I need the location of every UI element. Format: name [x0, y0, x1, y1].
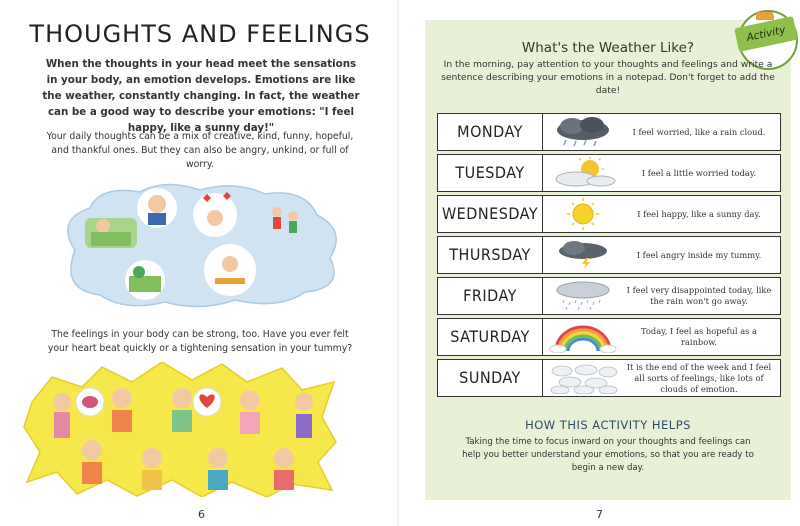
activity-badge-label: Activity — [734, 16, 798, 52]
table-row — [437, 359, 781, 397]
table-row — [437, 236, 781, 274]
drawing-girl — [204, 244, 256, 296]
day-label: THURSDAY — [438, 237, 543, 273]
feeling-note: I feel angry inside my tummy. — [636, 249, 762, 260]
intro-text: When the thoughts in your head meet the sensations in your body, an emotion develops. Emotions are like the weather, constantly changing. In fact, the weather can be a good way to describe your emotions: "I feel happy, like a sunny day!" — [42, 58, 360, 134]
boy-portrait — [137, 188, 177, 228]
feeling-note: It is the end of the week and I feel all sorts of feelings, like lots of clouds of emotion. — [626, 361, 772, 394]
many-clouds-icon — [546, 362, 620, 394]
feeling-note: I feel very disappointed today, like the rain won't go away. — [626, 285, 772, 306]
park-scene — [125, 260, 165, 300]
day-label: MONDAY — [438, 114, 543, 150]
sun-icon — [546, 198, 620, 230]
thought-cloud-illustration — [55, 180, 345, 310]
drizzle-icon — [546, 280, 620, 312]
table-row — [437, 195, 781, 233]
day-label: TUESDAY — [438, 155, 543, 191]
feeling-note: Today, I feel as hopeful as a rainbow. — [641, 326, 757, 347]
day-label: SATURDAY — [438, 319, 543, 355]
page-number-7: 7 — [596, 508, 603, 521]
helps-text: Taking the time to focus inward on your thoughts and feelings can help you better understand your emotions, so that you are ready to begin a new day. — [462, 437, 754, 473]
feeling-note: I feel happy, like a sunny day. — [637, 208, 761, 219]
table-row — [437, 277, 781, 315]
thoughts-paragraph: Your daily thoughts can be a mix of creative, kind, funny, hopeful, and thankful ones. But they can also be angry, unkind, or full of worry. — [46, 131, 354, 170]
rain-cloud-icon — [546, 116, 620, 148]
sun-behind-cloud-icon — [546, 157, 620, 189]
page-title: THOUGHTS AND FEELINGS — [29, 20, 371, 48]
table-row — [437, 154, 781, 192]
day-label: SUNDAY — [438, 360, 543, 396]
activity-title: What's the Weather Like? — [521, 40, 695, 56]
rainbow-icon — [546, 321, 620, 353]
page-number-6: 6 — [198, 508, 205, 521]
storm-cloud-icon — [546, 239, 620, 271]
bed-scene — [85, 218, 137, 248]
feelings-paragraph: The feelings in your body can be strong, too. Have you ever felt your heart beat quickly or a tightening sensation in your tummy? — [47, 329, 353, 354]
feeling-note: I feel worried, like a rain cloud. — [632, 126, 766, 137]
right-page — [400, 0, 800, 526]
body-feelings-illustration — [22, 362, 338, 497]
table-row — [437, 318, 781, 356]
feeling-note: I feel a little worried today. — [641, 167, 757, 178]
badge-owl-icon — [756, 12, 774, 20]
table-row — [437, 113, 781, 151]
day-label: FRIDAY — [438, 278, 543, 314]
activity-intro: In the morning, pay attention to your thoughts and feelings and write a sentence describing your emotions in a notepad. Don't forget to add the date! — [441, 59, 775, 96]
day-label: WEDNESDAY — [438, 196, 543, 232]
helps-heading: HOW THIS ACTIVITY HELPS — [525, 418, 691, 432]
